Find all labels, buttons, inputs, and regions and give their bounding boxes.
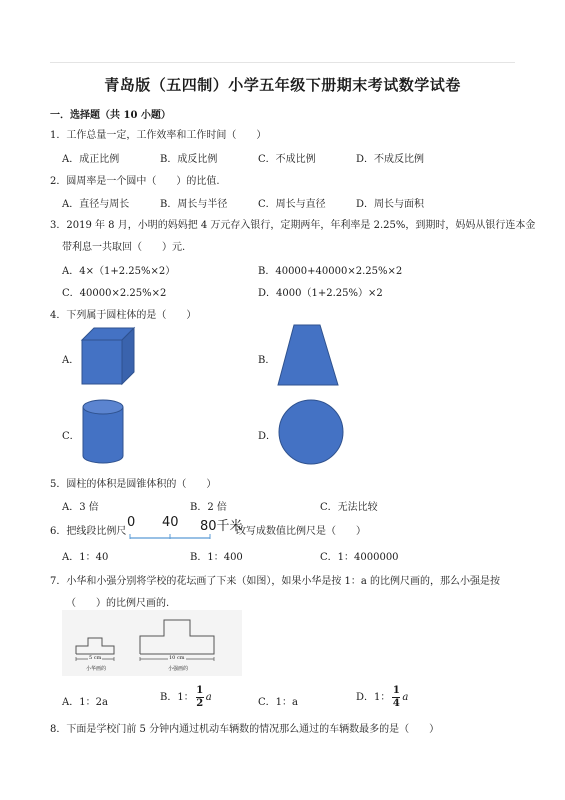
q7-b-numerator: 1 (196, 685, 204, 696)
question-7-line-2: （ ）的比例尺画的. (66, 598, 170, 609)
q7-b-denominator: 2 (196, 698, 204, 709)
fig-left-caption: 小华画的 (86, 666, 107, 672)
circle-shape (276, 398, 346, 466)
q1-option-b: B．成反比例 (160, 154, 218, 165)
q7-option-b-suffix: a (205, 692, 212, 703)
q1-option-a: A．成正比例 (62, 154, 120, 165)
question-6-suffix: 改写成数值比例尺是（ ） (236, 526, 366, 537)
q7-option-d-suffix: a (402, 692, 409, 703)
question-6-prefix: 6．把线段比例尺 (50, 526, 127, 537)
cube-shape (80, 326, 136, 386)
q7-option-b (160, 686, 212, 709)
q7-option-d (356, 686, 408, 709)
question-5: 5．圆柱的体积是圆锥体积的（ ） (50, 479, 217, 490)
q2-option-c: C．周长与直径 (258, 199, 326, 210)
q4-option-a: A． (62, 355, 80, 366)
q2-option-a: A．直径与周长 (62, 199, 130, 210)
q7-option-d-prefix: D．1： (356, 692, 391, 703)
q5-option-b: B．2 倍 (190, 502, 227, 513)
section-heading: 一．选择题（共 10 小题） (50, 110, 171, 121)
question-8: 8．下面是学校门前 5 分钟内通过机动车辆数的情况那么通过的车辆数最多的是（ ） (50, 724, 440, 735)
q5-option-c: C．无法比较 (320, 502, 378, 513)
q3-option-a: A．4×（1+2.25%×2） (62, 266, 176, 277)
q2-option-d: D．周长与面积 (356, 199, 425, 210)
ruler-label-80: 80千米 (200, 519, 243, 534)
q3-option-d: D．4000（1+2.25%）×2 (258, 288, 383, 299)
q7-d-denominator: 4 (392, 698, 400, 709)
q1-option-d: D．不成反比例 (356, 154, 425, 165)
q7-option-b-fraction (196, 686, 204, 709)
page-title: 青岛版（五四制）小学五年级下册期末考试数学试卷 (104, 76, 461, 94)
ruler-label-40: 40 (162, 515, 179, 530)
question-4: 4．下列属于圆柱体的是（ ） (50, 310, 197, 321)
q4-option-c: C． (62, 431, 80, 442)
ruler-line (124, 531, 246, 541)
q7-option-b-prefix: B．1： (160, 692, 194, 703)
q7-option-a: A．1：2a (62, 697, 108, 708)
question-3-line-1: 3．2019 年 8 月，小明的妈妈把 4 万元存入银行，定期两年，年利率是 2.25%，到期时，妈妈从银行连本金 (50, 220, 536, 231)
q7-d-numerator: 1 (392, 685, 400, 696)
q4-option-b: B． (258, 355, 276, 366)
q4-option-d: D． (258, 431, 277, 442)
question-1: 1．工作总量一定，工作效率和工作时间（ ） (50, 130, 267, 141)
q5-option-a: A．3 倍 (62, 502, 99, 513)
q6-option-a: A．1：40 (62, 552, 109, 563)
fig-right-caption: 小强画的 (168, 666, 189, 672)
line-scale-ruler (124, 516, 246, 542)
trapezoid-shape (276, 322, 340, 388)
question-2: 2．圆周率是一个圆中（ ）的比值. (50, 176, 220, 187)
question-3-line-2: 带利息一共取回（ ）元. (62, 242, 186, 253)
q3-option-b: B．40000+40000×2.25%×2 (258, 266, 403, 277)
fig-right-dimension: 10 cm (169, 655, 185, 661)
header-rule (50, 62, 515, 63)
flower-bed-figure (62, 610, 242, 676)
q6-option-c: C．1：4000000 (320, 552, 399, 563)
q1-option-c: C．不成比例 (258, 154, 316, 165)
question-7-line-1: 7．小华和小强分别将学校的花坛画了下来（如图），如果小华是按 1：a 的比例尺画的，那么小强是按 (50, 576, 501, 587)
ruler-label-0: 0 (127, 515, 136, 530)
q7-option-c: C．1：a (258, 697, 298, 708)
q2-option-b: B．周长与半径 (160, 199, 228, 210)
q3-option-c: C．40000×2.25%×2 (62, 288, 167, 299)
fig-left-dimension: 5 cm (89, 655, 102, 661)
cylinder-shape (80, 398, 126, 466)
q6-option-b: B．1：400 (190, 552, 243, 563)
q7-option-d-fraction (392, 686, 400, 709)
